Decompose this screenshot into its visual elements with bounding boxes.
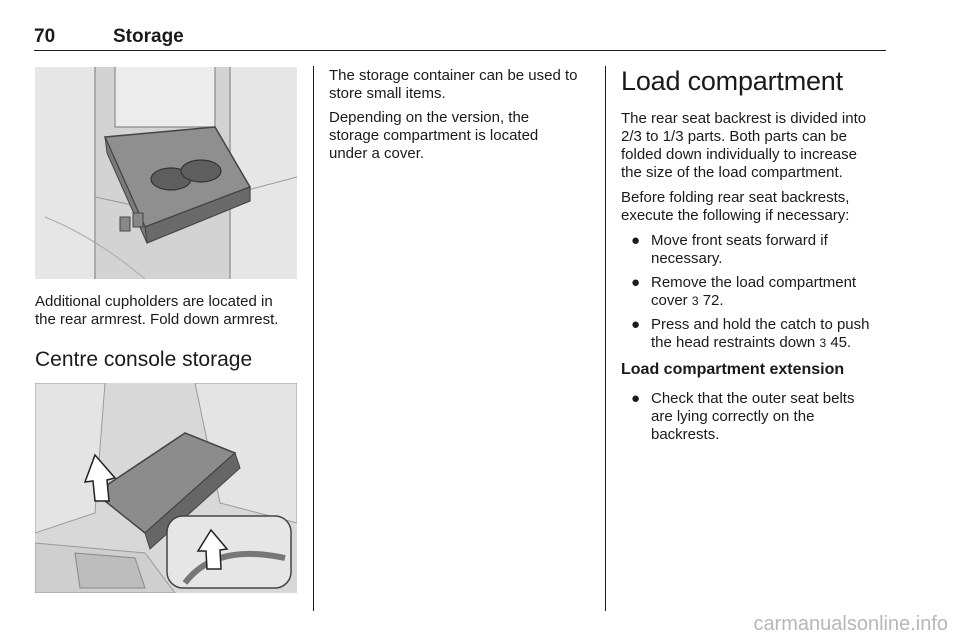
- page-ref-icon: 3: [691, 294, 699, 308]
- storage-compartment-paragraph: [329, 109, 601, 163]
- column-divider-left: [313, 66, 314, 611]
- before-folding-paragraph: [621, 189, 889, 225]
- text-line: are lying correctly on the: [651, 408, 815, 425]
- list-item: [621, 390, 889, 444]
- watermark: carmanualsonline.info: [753, 613, 948, 635]
- text-line: Remove the load compartment: [651, 274, 857, 291]
- storage-container-paragraph: [329, 67, 601, 103]
- page-reference: 72.: [702, 292, 724, 309]
- text-line: cover: [651, 292, 688, 309]
- preparation-list: [621, 232, 889, 358]
- text-line: The rear seat backrest is divided into: [621, 110, 867, 127]
- text-line: Press and hold the catch to push: [651, 316, 870, 333]
- text-line: necessary.: [651, 250, 723, 267]
- backrest-intro-paragraph: [621, 110, 889, 182]
- header-rule: [34, 50, 886, 51]
- armrest-caption: [35, 293, 303, 329]
- bullet-icon: ●: [631, 274, 641, 291]
- text-line: The storage container can be used to: [329, 67, 578, 84]
- text-line: Before folding rear seat backrests,: [621, 189, 850, 206]
- text-line: store small items.: [329, 85, 446, 102]
- text-line: folded down individually to increase: [621, 146, 857, 163]
- page-reference: 45.: [830, 334, 852, 351]
- text-line: storage compartment is located: [329, 127, 539, 144]
- centre-console-heading: Centre console storage: [35, 348, 253, 371]
- section-title: Storage: [113, 26, 184, 47]
- centre-console-storage-illustration: [35, 383, 297, 593]
- caption-line: the rear armrest. Fold down armrest.: [35, 311, 279, 328]
- list-item: [621, 316, 889, 352]
- bullet-icon: ●: [631, 390, 641, 407]
- column-divider-right: [605, 66, 606, 611]
- bullet-icon: ●: [631, 232, 641, 249]
- load-compartment-extension-heading: Load compartment extension: [621, 361, 845, 378]
- rear-armrest-cupholder-illustration: [35, 67, 297, 279]
- bullet-icon: ●: [631, 316, 641, 333]
- text-line: Depending on the version, the: [329, 109, 530, 126]
- text-line: under a cover.: [329, 145, 425, 162]
- text-line: 2/3 to 1/3 parts. Both parts can be: [621, 128, 847, 145]
- page-header: [34, 26, 886, 50]
- text-line: Check that the outer seat belts: [651, 390, 855, 407]
- page-number: 70: [34, 26, 56, 47]
- list-item: [621, 232, 889, 268]
- extension-list: [621, 390, 889, 450]
- text-line: the head restraints down: [651, 334, 816, 351]
- load-compartment-heading: Load compartment: [621, 66, 843, 96]
- text-line: backrests.: [651, 426, 720, 443]
- text-line: execute the following if necessary:: [621, 207, 850, 224]
- text-line: the size of the load compartment.: [621, 164, 843, 181]
- caption-line: Additional cupholders are located in: [35, 293, 273, 310]
- list-item: [621, 274, 889, 310]
- page-ref-icon: 3: [819, 336, 827, 350]
- text-line: Move front seats forward if: [651, 232, 828, 249]
